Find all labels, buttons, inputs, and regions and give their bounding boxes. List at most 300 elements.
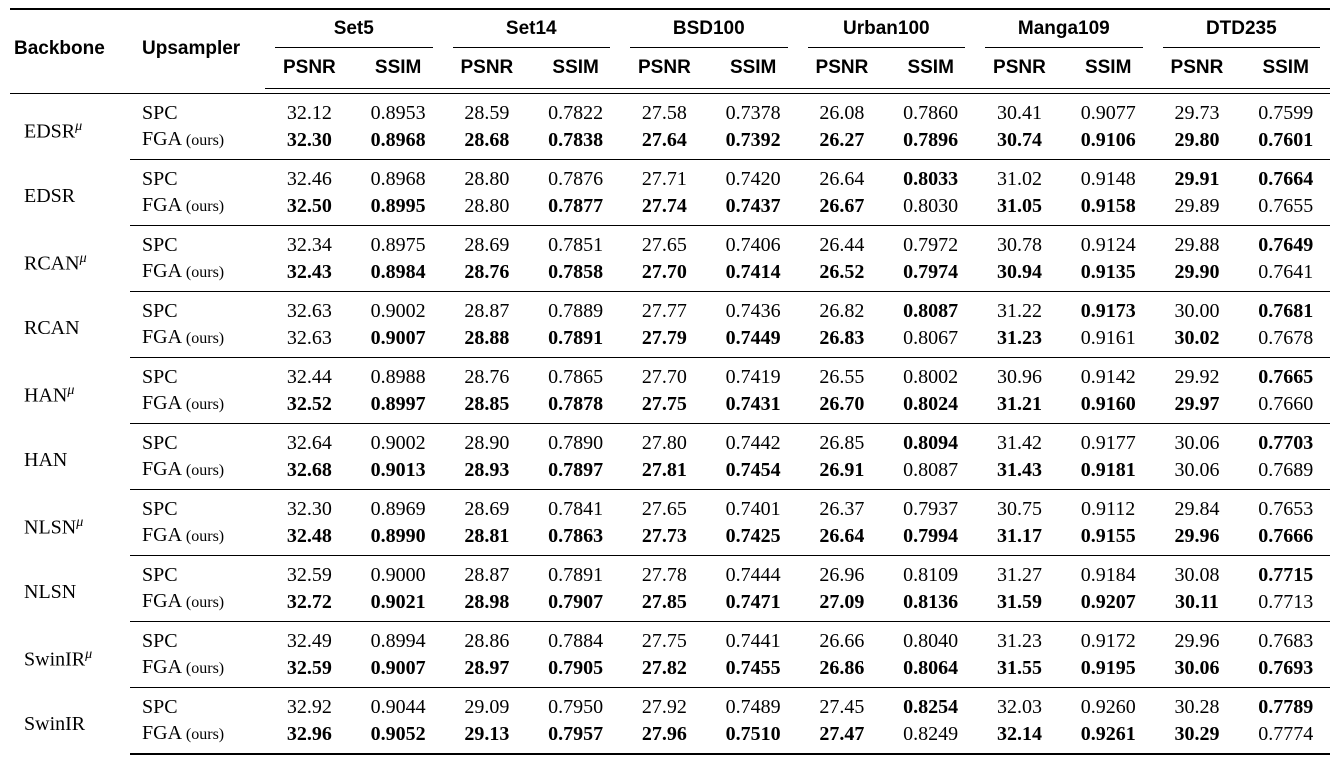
backbone-name: HAN [24,384,68,407]
upsampler-cell [130,94,265,127]
psnr-value: 28.86 [464,630,510,652]
psnr-value: 27.73 [620,522,709,556]
psnr-value: 32.96 [265,720,354,754]
ssim-value: 0.7851 [548,234,604,256]
ssim-value: 0.7442 [725,432,781,454]
backbone-variant-mark: μ [75,119,83,135]
ssim-value: 0.7420 [725,168,781,190]
ssim-value: 0.7974 [886,258,975,292]
ssim-value: 0.8087 [903,300,959,322]
psnr-value: 30.11 [1153,588,1242,622]
psnr-value: 31.23 [975,324,1064,358]
backbone-header: Backbone [10,9,130,89]
psnr-value: 29.92 [1174,366,1220,388]
backbone-variant-mark: μ [76,515,84,531]
psnr-value: 27.75 [641,630,687,652]
metric-header-psnr: PSNR [443,48,532,89]
psnr-value: 31.02 [996,168,1042,190]
dataset-header-set5: Set5 [265,9,443,48]
psnr-value: 30.02 [1153,324,1242,358]
ssim-value: 0.7444 [725,564,781,586]
ssim-value: 0.7838 [531,126,620,160]
psnr-value: 28.68 [443,126,532,160]
psnr-value: 27.81 [620,456,709,490]
ssim-value: 0.7891 [531,324,620,358]
upsampler-cell [130,688,265,721]
psnr-value: 26.27 [798,126,887,160]
ssim-value: 0.7436 [725,300,781,322]
ssim-value: 0.9158 [1064,192,1153,226]
ssim-value: 0.8087 [886,456,975,490]
upsampler-label: SPC [142,630,178,652]
ssim-value: 0.9112 [1081,498,1136,520]
psnr-value: 28.76 [443,258,532,292]
backbone-cell [10,160,130,226]
psnr-value: 26.64 [798,522,887,556]
psnr-value: 26.70 [798,390,887,424]
table-row [10,390,1330,424]
backbone-cell [10,556,130,622]
psnr-value: 28.93 [443,456,532,490]
ssim-value: 0.9160 [1064,390,1153,424]
psnr-value: 30.08 [1174,564,1220,586]
psnr-value: 32.52 [265,390,354,424]
upsampler-label: FGA [142,326,181,348]
backbone-name: NLSN [24,580,77,603]
metric-header-ssim: SSIM [1241,48,1330,89]
ssim-value: 0.7678 [1241,324,1330,358]
backbone-group [10,94,1330,160]
upsampler-cell [130,522,265,556]
backbone-name: HAN [24,448,68,471]
psnr-value: 27.80 [641,432,687,454]
psnr-value: 32.48 [265,522,354,556]
table-row [10,588,1330,622]
psnr-value: 29.96 [1153,522,1242,556]
upsampler-label: SPC [142,102,178,124]
ssim-value: 0.7401 [725,498,781,520]
ssim-value: 0.7455 [709,654,798,688]
upsampler-label: SPC [142,564,178,586]
psnr-value: 31.42 [996,432,1042,454]
psnr-value: 27.70 [641,366,687,388]
psnr-value: 29.13 [443,720,532,754]
backbone-cell [10,358,130,424]
dataset-header-manga109: Manga109 [975,9,1153,48]
ssim-value: 0.8968 [370,168,426,190]
psnr-value: 28.81 [443,522,532,556]
ours-tag: (ours) [185,594,225,611]
psnr-value: 26.52 [798,258,887,292]
ssim-value: 0.8994 [370,630,426,652]
upsampler-cell [130,324,265,358]
ssim-value: 0.7876 [548,168,604,190]
ssim-value: 0.7863 [531,522,620,556]
ssim-value: 0.7414 [709,258,798,292]
ours-tag: (ours) [185,198,225,215]
psnr-value: 32.14 [975,720,1064,754]
psnr-value: 32.49 [286,630,332,652]
psnr-value: 26.37 [819,498,865,520]
backbone-name: NLSN [24,516,77,539]
ssim-value: 0.9052 [354,720,443,754]
psnr-value: 28.80 [464,168,510,190]
ssim-value: 0.9002 [370,432,426,454]
ssim-value: 0.8969 [370,498,426,520]
ssim-value: 0.9007 [354,324,443,358]
ours-tag: (ours) [185,462,225,479]
ssim-value: 0.7665 [1258,366,1314,388]
psnr-value: 27.75 [620,390,709,424]
backbone-name: EDSR [24,121,76,144]
backbone-cell [10,94,130,160]
psnr-value: 30.94 [975,258,1064,292]
psnr-value: 28.97 [443,654,532,688]
psnr-value: 30.00 [1174,300,1220,322]
psnr-value: 32.44 [286,366,332,388]
psnr-value: 30.75 [996,498,1042,520]
psnr-value: 27.82 [620,654,709,688]
table-row [10,490,1330,523]
ssim-value: 0.7891 [548,564,604,586]
ssim-value: 0.9261 [1064,720,1153,754]
backbone-group [10,490,1330,556]
psnr-value: 26.44 [819,234,865,256]
upsampler-label: FGA [142,722,181,744]
psnr-value: 28.90 [464,432,510,454]
ssim-value: 0.7774 [1241,720,1330,754]
results-table [10,8,1330,755]
ssim-value: 0.9077 [1080,102,1136,124]
table-row [10,258,1330,292]
psnr-value: 30.74 [975,126,1064,160]
upsampler-cell [130,358,265,391]
upsampler-label: FGA [142,656,181,678]
ssim-value: 0.7441 [725,630,781,652]
ssim-value: 0.9106 [1064,126,1153,160]
psnr-value: 32.63 [265,324,354,358]
psnr-value: 31.23 [996,630,1042,652]
psnr-value: 29.90 [1153,258,1242,292]
ssim-value: 0.7841 [548,498,604,520]
psnr-value: 30.96 [996,366,1042,388]
backbone-group [10,622,1330,688]
upsampler-label: FGA [142,392,181,414]
ssim-value: 0.7860 [903,102,959,124]
psnr-value: 27.65 [641,234,687,256]
upsampler-cell [130,720,265,754]
ssim-value: 0.7905 [531,654,620,688]
table-row [10,292,1330,325]
ssim-value: 0.7489 [725,696,781,718]
ssim-value: 0.7641 [1241,258,1330,292]
backbone-cell [10,688,130,755]
metric-header-ssim: SSIM [709,48,798,89]
upsampler-label: FGA [142,590,181,612]
psnr-value: 32.59 [286,564,332,586]
table-row [10,94,1330,127]
upsampler-label: SPC [142,498,178,520]
ssim-value: 0.8024 [886,390,975,424]
psnr-value: 30.06 [1153,456,1242,490]
ssim-value: 0.9207 [1064,588,1153,622]
psnr-value: 28.87 [464,564,510,586]
dataset-header-urban100: Urban100 [798,9,976,48]
backbone-cell [10,622,130,688]
backbone-group [10,160,1330,226]
upsampler-cell [130,226,265,259]
table-row [10,720,1330,754]
ssim-value: 0.8109 [903,564,959,586]
ssim-value: 0.7878 [531,390,620,424]
psnr-value: 28.59 [464,102,510,124]
backbone-name: SwinIR [24,648,86,671]
ssim-value: 0.9177 [1080,432,1136,454]
table-row [10,424,1330,457]
ssim-value: 0.9124 [1080,234,1136,256]
ssim-value: 0.7437 [709,192,798,226]
ssim-value: 0.7449 [709,324,798,358]
ssim-value: 0.7858 [531,258,620,292]
ours-tag: (ours) [185,660,225,677]
psnr-value: 28.88 [443,324,532,358]
metric-header-psnr: PSNR [798,48,887,89]
ssim-value: 0.7660 [1241,390,1330,424]
ssim-value: 0.8968 [354,126,443,160]
ssim-value: 0.8067 [886,324,975,358]
table-row [10,192,1330,226]
psnr-value: 27.65 [641,498,687,520]
psnr-value: 32.34 [286,234,332,256]
ssim-value: 0.8249 [886,720,975,754]
ssim-value: 0.7599 [1258,102,1314,124]
upsampler-label: FGA [142,524,181,546]
upsampler-label: FGA [142,458,181,480]
ssim-value: 0.7378 [725,102,781,124]
ssim-value: 0.8030 [886,192,975,226]
ssim-value: 0.7689 [1241,456,1330,490]
psnr-value: 30.29 [1153,720,1242,754]
psnr-value: 26.55 [819,366,865,388]
ssim-value: 0.7907 [531,588,620,622]
psnr-value: 30.41 [996,102,1042,124]
upsampler-label: SPC [142,696,178,718]
psnr-value: 27.58 [641,102,687,124]
psnr-value: 27.77 [641,300,687,322]
psnr-value: 31.43 [975,456,1064,490]
backbone-group [10,358,1330,424]
upsampler-label: SPC [142,168,178,190]
table-row [10,456,1330,490]
backbone-variant-mark: μ [85,647,93,663]
ssim-value: 0.7889 [548,300,604,322]
psnr-value: 27.78 [641,564,687,586]
metric-header-psnr: PSNR [265,48,354,89]
upsampler-cell [130,588,265,622]
ours-tag: (ours) [185,330,225,347]
psnr-value: 26.64 [819,168,865,190]
ssim-value: 0.8002 [903,366,959,388]
backbone-name: RCAN [24,252,80,275]
psnr-value: 27.09 [798,588,887,622]
upsampler-label: FGA [142,260,181,282]
ssim-value: 0.7822 [548,102,604,124]
backbone-cell [10,292,130,358]
ours-tag: (ours) [185,396,225,413]
psnr-value: 27.85 [620,588,709,622]
psnr-value: 32.46 [286,168,332,190]
upsampler-label: FGA [142,194,181,216]
psnr-value: 31.55 [975,654,1064,688]
psnr-value: 28.98 [443,588,532,622]
psnr-value: 27.64 [620,126,709,160]
psnr-value: 28.85 [443,390,532,424]
ssim-value: 0.7972 [903,234,959,256]
psnr-value: 29.91 [1174,168,1220,190]
psnr-value: 31.27 [996,564,1042,586]
psnr-value: 29.09 [464,696,510,718]
ssim-value: 0.7957 [531,720,620,754]
upsampler-cell [130,556,265,589]
upsampler-cell [130,654,265,688]
dataset-header-set14: Set14 [443,9,621,48]
ssim-value: 0.9184 [1080,564,1136,586]
ssim-value: 0.9142 [1080,366,1136,388]
backbone-group [10,556,1330,622]
psnr-value: 26.66 [819,630,865,652]
ours-tag: (ours) [185,132,225,149]
ssim-value: 0.7666 [1241,522,1330,556]
backbone-group [10,424,1330,490]
ssim-value: 0.7681 [1258,300,1314,322]
metric-header-ssim: SSIM [886,48,975,89]
dataset-header-bsd100: BSD100 [620,9,798,48]
psnr-value: 32.72 [265,588,354,622]
backbone-variant-mark: μ [67,383,75,399]
psnr-value: 27.79 [620,324,709,358]
ssim-value: 0.9000 [370,564,426,586]
ssim-value: 0.9135 [1064,258,1153,292]
ssim-value: 0.8990 [354,522,443,556]
psnr-value: 29.80 [1153,126,1242,160]
table-row [10,556,1330,589]
backbone-group [10,226,1330,292]
psnr-value: 26.08 [819,102,865,124]
table-row [10,654,1330,688]
ssim-value: 0.7683 [1258,630,1314,652]
ssim-value: 0.7897 [531,456,620,490]
psnr-value: 28.69 [464,498,510,520]
ssim-value: 0.8975 [370,234,426,256]
metric-header-psnr: PSNR [1153,48,1242,89]
psnr-value: 32.03 [996,696,1042,718]
ssim-value: 0.9173 [1080,300,1136,322]
ssim-value: 0.8094 [903,432,959,454]
upsampler-label: SPC [142,432,178,454]
psnr-value: 28.76 [464,366,510,388]
psnr-value: 30.78 [996,234,1042,256]
upsampler-label: FGA [142,128,181,150]
psnr-value: 32.50 [265,192,354,226]
ssim-value: 0.9161 [1064,324,1153,358]
ssim-value: 0.8254 [903,696,959,718]
table-row [10,358,1330,391]
upsampler-label: SPC [142,366,178,388]
backbone-name: EDSR [24,184,76,207]
upsampler-cell [130,160,265,193]
ssim-value: 0.9044 [370,696,426,718]
psnr-value: 31.59 [975,588,1064,622]
ssim-value: 0.9260 [1080,696,1136,718]
table-row [10,688,1330,721]
upsampler-cell [130,390,265,424]
upsampler-label: SPC [142,300,178,322]
ssim-value: 0.7510 [709,720,798,754]
ssim-value: 0.9155 [1064,522,1153,556]
ssim-value: 0.7454 [709,456,798,490]
ours-tag: (ours) [185,528,225,545]
psnr-value: 27.71 [641,168,687,190]
psnr-value: 28.80 [443,192,532,226]
upsampler-cell [130,456,265,490]
backbone-cell [10,424,130,490]
table-row [10,126,1330,160]
psnr-value: 31.22 [996,300,1042,322]
metric-header-ssim: SSIM [1064,48,1153,89]
ssim-value: 0.9002 [370,300,426,322]
ssim-value: 0.8136 [886,588,975,622]
ssim-value: 0.7693 [1241,654,1330,688]
ssim-value: 0.7715 [1258,564,1314,586]
psnr-value: 32.92 [286,696,332,718]
ssim-value: 0.9195 [1064,654,1153,688]
table-row [10,522,1330,556]
backbone-variant-mark: μ [79,251,87,267]
backbone-cell [10,490,130,556]
psnr-value: 32.30 [286,498,332,520]
ssim-value: 0.8997 [354,390,443,424]
psnr-value: 32.63 [286,300,332,322]
psnr-value: 29.88 [1174,234,1220,256]
upsampler-cell [130,192,265,226]
ssim-value: 0.8033 [903,168,959,190]
psnr-value: 29.84 [1174,498,1220,520]
psnr-value: 27.47 [798,720,887,754]
ssim-value: 0.8953 [370,102,426,124]
psnr-value: 27.92 [641,696,687,718]
psnr-value: 28.87 [464,300,510,322]
ssim-value: 0.7890 [548,432,604,454]
ssim-value: 0.7877 [531,192,620,226]
psnr-value: 31.05 [975,192,1064,226]
psnr-value: 26.91 [798,456,887,490]
ssim-value: 0.8988 [370,366,426,388]
psnr-value: 26.67 [798,192,887,226]
upsampler-cell [130,622,265,655]
psnr-value: 26.96 [819,564,865,586]
psnr-value: 27.74 [620,192,709,226]
psnr-value: 27.70 [620,258,709,292]
ssim-value: 0.7664 [1258,168,1314,190]
backbone-name: RCAN [24,316,80,339]
psnr-value: 32.68 [265,456,354,490]
psnr-value: 29.97 [1153,390,1242,424]
ours-tag: (ours) [185,726,225,743]
psnr-value: 32.30 [265,126,354,160]
ssim-value: 0.7392 [709,126,798,160]
metric-header-psnr: PSNR [975,48,1064,89]
ssim-value: 0.9181 [1064,456,1153,490]
